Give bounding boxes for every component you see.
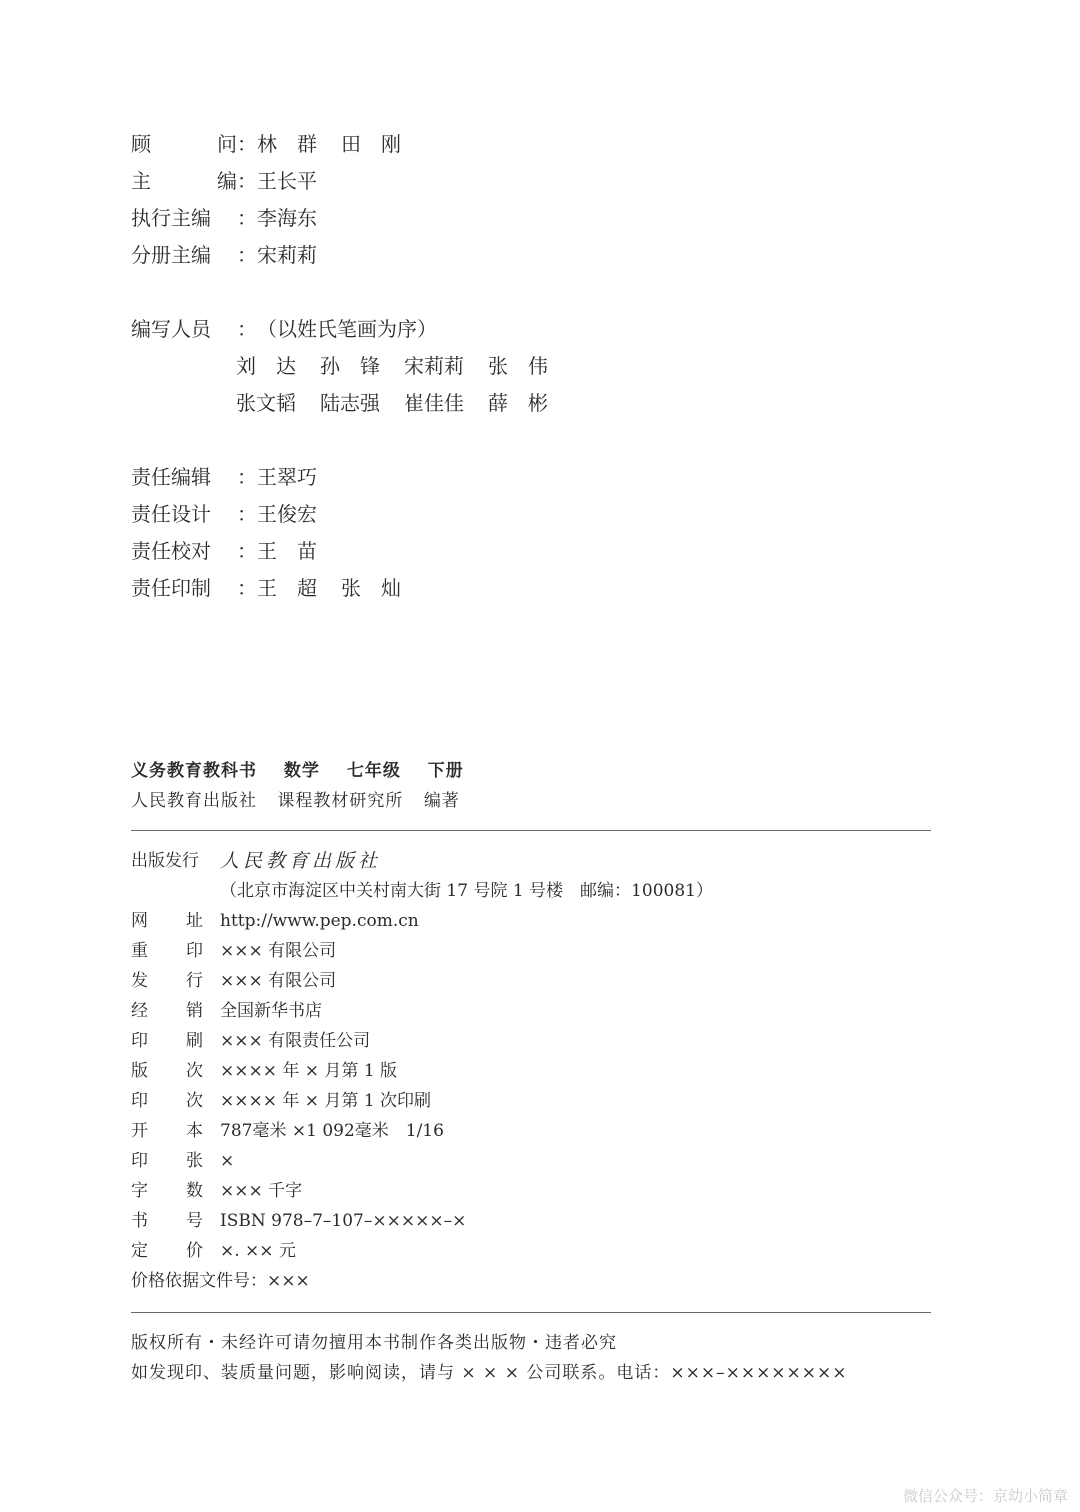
label-char: 印: [131, 1031, 148, 1051]
writer-name: 薛 彬: [488, 391, 548, 415]
watermark: 微信公众号：京幼小简章: [902, 1487, 1068, 1505]
credit-name: 王翠巧: [257, 465, 317, 489]
label-char: 顾: [131, 132, 151, 156]
info-row: [131, 1146, 713, 1176]
info-label: [131, 996, 220, 1026]
writer-name: 张 伟: [488, 354, 548, 378]
credit-executive-editor: [131, 198, 831, 235]
writer-name: 陆志强: [320, 391, 380, 415]
info-label: 出版发行: [131, 851, 199, 871]
info-value: ××× 有限责任公司: [220, 1031, 371, 1051]
info-label: [131, 1236, 220, 1266]
info-row: [131, 1086, 713, 1116]
info-value: ××× 有限公司: [220, 971, 337, 991]
divider-bottom: [131, 1312, 931, 1313]
info-value: ×××× 年 × 月第 1 次印刷: [220, 1091, 432, 1111]
info-label: [131, 1146, 220, 1176]
credit-label: [131, 128, 237, 157]
label-char: 价: [186, 1241, 203, 1261]
compiler-part: 人民教育出版社: [131, 791, 257, 811]
divider-top: [131, 830, 931, 831]
credit-label: 责任编辑: [131, 465, 211, 489]
credit-writers: [131, 309, 831, 346]
label-char: 销: [186, 1001, 203, 1021]
info-value: ISBN 978–7–107–×××××–×: [220, 1211, 467, 1231]
info-label: [131, 966, 220, 996]
label-char: 书: [131, 1211, 148, 1231]
label-char: 主: [131, 169, 151, 193]
info-value: ××× 有限公司: [220, 941, 337, 961]
contact-notice: 如发现印、装质量问题，影响阅读，请与 × × × 公司联系。电话：×××–××××××××: [131, 1363, 848, 1383]
spacer: [131, 420, 831, 457]
info-row: [131, 1236, 713, 1266]
info-row: [131, 1176, 713, 1206]
info-row: [131, 966, 713, 996]
label-char: 编: [217, 169, 237, 193]
info-label: [131, 936, 220, 966]
info-value: ××× 千字: [220, 1181, 303, 1201]
label-char: 重: [131, 941, 148, 961]
info-value: ×: [220, 1151, 235, 1171]
writers-note: （以姓氏笔画为序）: [257, 317, 437, 341]
book-title: [131, 756, 484, 786]
credit-name: 林 群: [257, 132, 317, 156]
writer-name: 崔佳佳: [404, 391, 464, 415]
credit-name: 张 灿: [341, 576, 401, 600]
colon: ：: [237, 132, 257, 156]
credit-name: 王 苗: [257, 539, 317, 563]
label-char: 刷: [186, 1031, 203, 1051]
label-char: 号: [186, 1211, 203, 1231]
credit-label: 责任校对: [131, 539, 211, 563]
colon: ：: [237, 502, 257, 526]
title-part: 义务教育教科书: [131, 761, 257, 781]
title-part: 下册: [427, 761, 464, 781]
credit-label: 责任设计: [131, 502, 211, 526]
compiler-part: 课程教材研究所: [277, 791, 404, 811]
writer-name: 张文韬: [236, 391, 296, 415]
colon: ：: [237, 465, 257, 489]
info-value: http://www.pep.com.cn: [220, 911, 419, 931]
copyright-notice: 版权所有・未经许可请勿擅用本书制作各类出版物・违者必究: [131, 1333, 617, 1353]
compiler-part: 编著: [423, 791, 460, 811]
info-value: ×××× 年 × 月第 1 版: [220, 1061, 398, 1081]
writers-row-1: [131, 346, 831, 383]
colon: ：: [237, 206, 257, 230]
label-char: 次: [186, 1061, 203, 1081]
info-row: [131, 996, 713, 1026]
info-label: [131, 1086, 220, 1116]
credit-advisor: [131, 124, 831, 161]
credit-label: 责任印制: [131, 576, 211, 600]
credit-label: 执行主编: [131, 206, 211, 230]
spacer: [131, 272, 831, 309]
label-char: 版: [131, 1061, 148, 1081]
credit-chief-editor: [131, 161, 831, 198]
credit-label: 编写人员: [131, 317, 211, 341]
publication-info: [131, 846, 713, 1296]
label-char: 印: [131, 1091, 148, 1111]
info-publisher: [131, 846, 713, 876]
publisher-logo: 人民教育出版社: [220, 850, 382, 872]
info-label: [131, 1176, 220, 1206]
credit-name: 李海东: [257, 206, 317, 230]
title-part: 数学: [283, 761, 320, 781]
credit-resp-print: [131, 568, 831, 605]
credit-name: 王俊宏: [257, 502, 317, 526]
info-rows: [131, 906, 713, 1266]
credit-name: 田 刚: [341, 132, 401, 156]
credit-name: 宋莉莉: [257, 243, 317, 267]
credit-name: 王长平: [257, 169, 317, 193]
colon: ：: [237, 576, 257, 600]
info-value: 787毫米 ×1 092毫米 1/16: [220, 1121, 444, 1141]
label-char: 定: [131, 1241, 148, 1261]
footer: [131, 1328, 848, 1388]
info-label: [131, 1206, 220, 1236]
credits-block: [131, 124, 831, 605]
label-char: 张: [186, 1151, 203, 1171]
label-char: 发: [131, 971, 148, 991]
label-char: 问: [217, 132, 237, 156]
label-char: 网: [131, 911, 148, 931]
credit-label: [131, 165, 237, 194]
label-char: 址: [186, 911, 203, 931]
writer-name: 刘 达: [236, 354, 296, 378]
info-row: [131, 1056, 713, 1086]
credit-resp-editor: [131, 457, 831, 494]
colon: ：: [237, 243, 257, 267]
label-char: 印: [131, 1151, 148, 1171]
info-value: 全国新华书店: [220, 1001, 322, 1021]
info-label-empty: [131, 876, 220, 906]
info-row: [131, 906, 713, 936]
credit-resp-proof: [131, 531, 831, 568]
credit-name: 王 超: [257, 576, 317, 600]
credit-volume-editor: [131, 235, 831, 272]
info-row: [131, 1206, 713, 1236]
colon: ：: [237, 317, 257, 341]
label-char: 字: [131, 1181, 148, 1201]
writer-name: 宋莉莉: [404, 354, 464, 378]
label-char: 开: [131, 1121, 148, 1141]
info-label: [131, 1056, 220, 1086]
info-value: ×. ×× 元: [220, 1241, 296, 1261]
info-value: ×××: [267, 1271, 310, 1291]
info-label: [131, 1026, 220, 1056]
writer-name: 孙 锋: [320, 354, 380, 378]
info-label: [131, 906, 220, 936]
info-row: [131, 1026, 713, 1056]
book-compiler: [131, 786, 484, 816]
label-char: 本: [186, 1121, 203, 1141]
label-char: 次: [186, 1091, 203, 1111]
label-char: 数: [186, 1181, 203, 1201]
info-label: [131, 1116, 220, 1146]
info-value: （北京市海淀区中关村南大街 17 号院 1 号楼 邮编：100081）: [220, 881, 713, 901]
title-part: 七年级: [346, 761, 401, 781]
info-row: [131, 936, 713, 966]
info-address: [131, 876, 713, 906]
info-row: [131, 1116, 713, 1146]
label-char: 经: [131, 1001, 148, 1021]
colon: ：: [237, 169, 257, 193]
label-char: 行: [186, 971, 203, 991]
credit-label: 分册主编: [131, 243, 211, 267]
writers-row-2: [131, 383, 831, 420]
label-char: 印: [186, 941, 203, 961]
info-label: 价格依据文件号：: [131, 1271, 267, 1291]
info-price-basis: [131, 1266, 713, 1296]
credit-resp-design: [131, 494, 831, 531]
colon: ：: [237, 539, 257, 563]
book-info: [131, 756, 484, 816]
